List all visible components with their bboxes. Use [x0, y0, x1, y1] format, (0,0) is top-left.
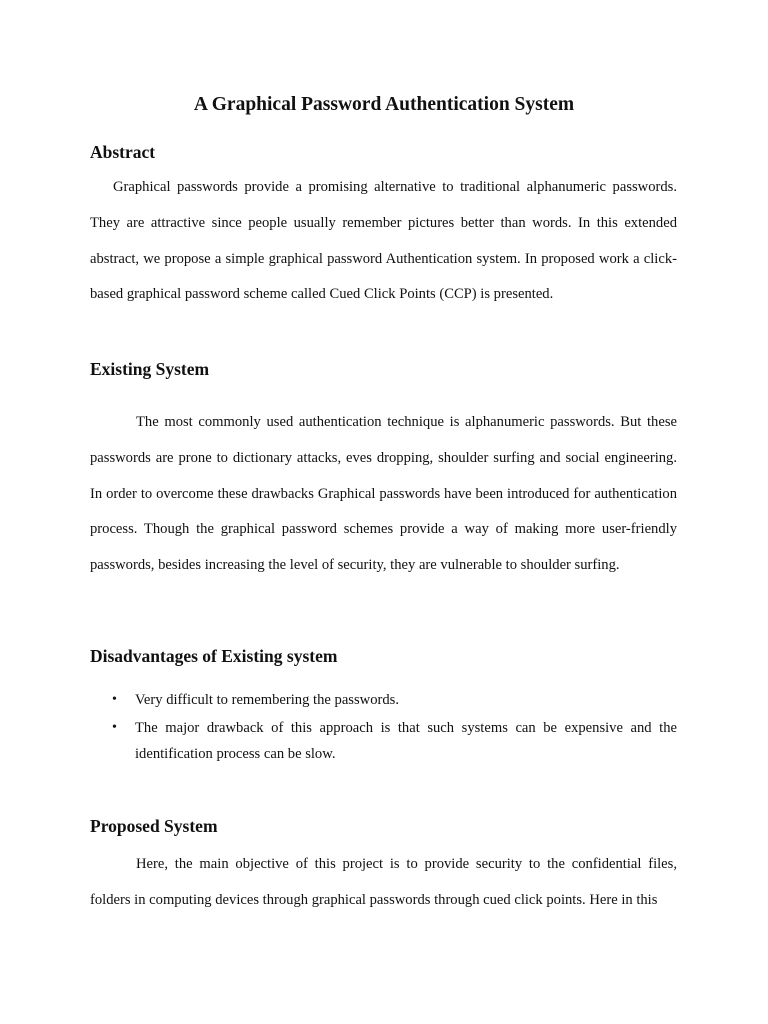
disadvantages-list — [90, 687, 677, 767]
list-item-text: The major drawback of this approach is that such systems can be expensive and the identification process can be slow. — [135, 720, 677, 762]
document-title: A Graphical Password Authentication System — [193, 94, 575, 115]
abstract-paragraph: Graphical passwords provide a promising alternative to traditional alphanumeric passwords. They are attractive since people usually remember pictures better than words. In this extended abstract, we propose a simple graphical password Authentication system. In proposed work a click-based graphical password scheme called Cued Click Points (CCP) is presented. — [90, 179, 677, 303]
list-item — [90, 687, 677, 713]
existing-system-heading: Existing System — [90, 359, 210, 379]
existing-system-paragraph: The most commonly used authentication technique is alphanumeric passwords. But these passwords are prone to dictionary attacks, eves dropping, shoulder surfing and social engineering. In order to overcome these drawbacks Graphical passwords have been introduced for authentication process. Though the graphical password schemes provide a way of making more user-friendly passwords, besides increasing the level of security, they are vulnerable to shoulder surfing. — [90, 414, 677, 574]
proposed-system-paragraph: Here, the main objective of this project is to provide security to the confidential files, folders in computing devices through graphical passwords through cued click points. Here in this — [90, 856, 677, 908]
abstract-heading: Abstract — [90, 142, 156, 162]
bullet-dot-icon: • — [112, 692, 117, 707]
list-item — [90, 715, 677, 767]
list-item-text: Very difficult to remembering the passwords. — [135, 692, 399, 708]
disadvantages-heading: Disadvantages of Existing system — [90, 646, 338, 666]
bullet-dot-icon: • — [112, 720, 117, 735]
proposed-system-heading: Proposed System — [90, 816, 218, 836]
